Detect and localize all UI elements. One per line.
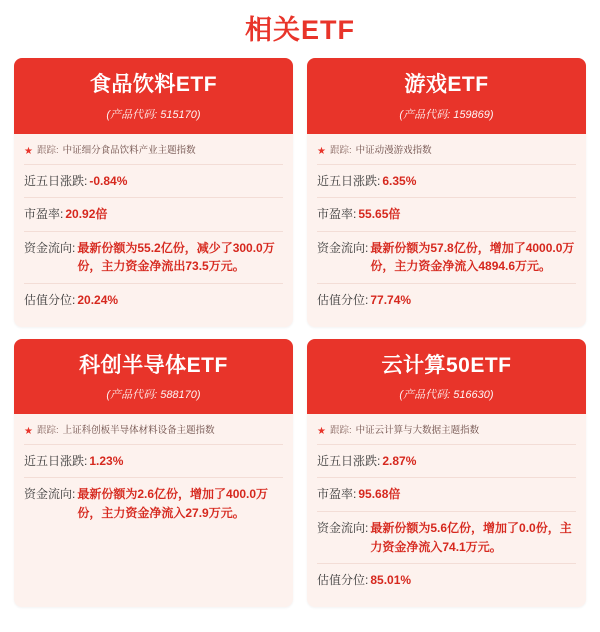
etf-valuation-row xyxy=(317,564,576,597)
etf-track-row xyxy=(317,422,576,445)
flow-value: 最新份额为2.6亿份，增加了400.0万份，主力资金净流入27.9万元。 xyxy=(77,487,269,520)
etf-change-row xyxy=(24,165,283,199)
valuation-value: 20.24% xyxy=(77,292,119,307)
etf-change-row xyxy=(317,445,576,479)
etf-card-body xyxy=(14,134,293,327)
flow-value: 最新份额为57.8亿份，增加了4000.0万份，主力资金净流入4894.6万元。 xyxy=(370,240,575,274)
etf-card[interactable] xyxy=(307,58,586,326)
etf-name: 游戏ETF xyxy=(404,73,489,97)
etf-flow-row xyxy=(24,232,283,284)
pe-label: 市盈率: xyxy=(24,207,64,222)
track-value: 中证动漫游戏指数 xyxy=(355,144,432,156)
etf-card-header xyxy=(14,58,293,133)
change-label: 近五日涨跌: xyxy=(317,453,381,468)
change-value: 2.87% xyxy=(382,453,417,468)
etf-card-header xyxy=(14,339,293,414)
flow-label: 资金流向: xyxy=(24,487,76,502)
track-label: 跟踪: xyxy=(36,144,59,156)
etf-code: (产品代码: 516630) xyxy=(399,388,494,401)
etf-card-body xyxy=(14,414,293,607)
pe-value: 20.92倍 xyxy=(65,207,108,222)
track-value: 中证细分食品饮料产业主题指数 xyxy=(62,144,196,156)
etf-pe-row xyxy=(317,478,576,512)
valuation-label: 估值分位: xyxy=(317,573,369,588)
star-icon: ★ xyxy=(317,145,326,157)
pe-value: 95.68倍 xyxy=(358,487,401,502)
etf-card[interactable] xyxy=(307,339,586,607)
flow-label: 资金流向: xyxy=(24,240,76,255)
etf-valuation-row xyxy=(24,284,283,317)
etf-change-row xyxy=(317,165,576,199)
pe-value: 55.65倍 xyxy=(358,207,401,222)
flow-value: 最新份额为55.2亿份，减少了300.0万份，主力资金净流出73.5万元。 xyxy=(77,240,275,274)
valuation-value: 77.74% xyxy=(370,292,412,307)
etf-card-header xyxy=(307,339,586,414)
etf-card[interactable] xyxy=(14,58,293,326)
etf-pe-row xyxy=(24,198,283,232)
pe-label: 市盈率: xyxy=(317,487,357,502)
etf-name: 科创半导体ETF xyxy=(79,353,228,377)
etf-flow-row xyxy=(317,232,576,284)
etf-card-header xyxy=(307,58,586,133)
valuation-value: 85.01% xyxy=(370,573,412,588)
etf-card-body xyxy=(307,414,586,607)
flow-label: 资金流向: xyxy=(317,520,369,535)
etf-flow-row xyxy=(317,512,576,564)
change-label: 近五日涨跌: xyxy=(24,173,88,188)
change-value: 6.35% xyxy=(382,173,417,188)
valuation-label: 估值分位: xyxy=(24,292,76,307)
change-label: 近五日涨跌: xyxy=(24,453,88,468)
etf-card-body xyxy=(307,134,586,327)
etf-code: (产品代码: 159869) xyxy=(399,108,494,121)
etf-code: (产品代码: 588170) xyxy=(106,388,201,401)
etf-name: 云计算50ETF xyxy=(381,353,512,377)
etf-track-row xyxy=(24,142,283,165)
page-title: 相关ETF xyxy=(245,15,355,45)
track-value: 中证云计算与大数据主题指数 xyxy=(355,424,480,436)
etf-code: (产品代码: 515170) xyxy=(106,108,201,121)
valuation-label: 估值分位: xyxy=(317,292,369,307)
etf-flow-row xyxy=(24,478,283,529)
etf-name: 食品饮料ETF xyxy=(89,73,218,97)
track-label: 跟踪: xyxy=(329,144,352,156)
etf-pe-row xyxy=(317,198,576,232)
etf-change-row xyxy=(24,445,283,479)
track-label: 跟踪: xyxy=(329,424,352,436)
etf-card-grid xyxy=(0,58,600,606)
etf-valuation-row xyxy=(317,284,576,317)
star-icon: ★ xyxy=(317,425,326,437)
etf-track-row xyxy=(24,422,283,445)
change-value: 1.23% xyxy=(89,453,124,468)
star-icon: ★ xyxy=(24,145,33,157)
flow-value: 最新份额为5.6亿份，增加了0.0份，主力资金净流入74.1万元。 xyxy=(370,520,572,554)
star-icon: ★ xyxy=(24,425,33,437)
track-value: 上证科创板半导体材料设备主题指数 xyxy=(62,424,215,436)
etf-track-row xyxy=(317,142,576,165)
change-label: 近五日涨跌: xyxy=(317,173,381,188)
etf-card[interactable] xyxy=(14,339,293,607)
flow-label: 资金流向: xyxy=(317,240,369,255)
track-label: 跟踪: xyxy=(36,424,59,436)
pe-label: 市盈率: xyxy=(317,207,357,222)
change-value: -0.84% xyxy=(89,173,128,188)
